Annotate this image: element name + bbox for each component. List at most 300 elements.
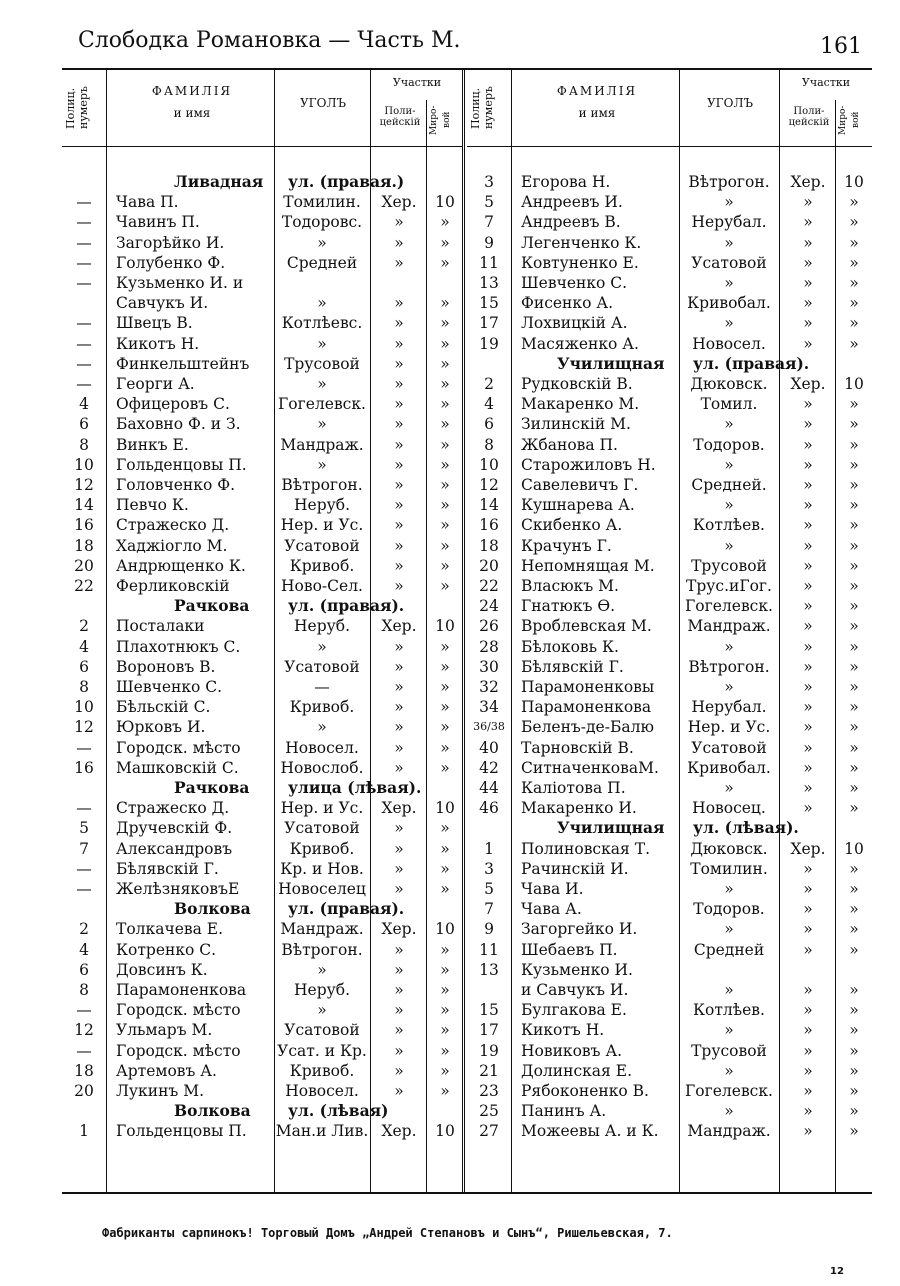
police-district: » bbox=[803, 233, 813, 252]
corner-street: Кривоб. bbox=[289, 839, 355, 858]
magistrate-district: » bbox=[440, 960, 450, 979]
magistrate-district: » bbox=[849, 1082, 859, 1100]
police-district: Хер. bbox=[381, 920, 417, 939]
police-district: » bbox=[394, 233, 404, 252]
house-number: 22 bbox=[479, 577, 499, 595]
police-district: » bbox=[803, 193, 813, 212]
house-number: 18 bbox=[479, 536, 499, 555]
magistrate-district: » bbox=[440, 233, 450, 252]
corner-street: Нерубал. bbox=[691, 213, 767, 232]
resident-name: Новиковъ А. bbox=[521, 1041, 623, 1060]
corner-street: Ново-Сел. bbox=[281, 577, 363, 595]
table-row bbox=[62, 253, 462, 273]
house-number: 13 bbox=[479, 960, 499, 979]
police-district: » bbox=[394, 213, 404, 232]
house-number: 30 bbox=[479, 657, 499, 676]
police-district: » bbox=[803, 1122, 813, 1141]
police-district: Хер. bbox=[381, 1122, 417, 1141]
magistrate-district: » bbox=[440, 758, 450, 777]
police-district: » bbox=[394, 476, 404, 494]
police-district: » bbox=[803, 435, 813, 454]
police-district: » bbox=[803, 799, 813, 818]
police-district: Хер. bbox=[790, 839, 826, 858]
header-name: ФАМИЛІЯ bbox=[151, 84, 233, 98]
corner-street: Вѣтрогон. bbox=[688, 173, 770, 191]
house-number: 17 bbox=[479, 1021, 499, 1040]
corner-street: Усатовой bbox=[284, 536, 360, 555]
police-district: Хер. bbox=[381, 193, 417, 212]
magistrate-district: » bbox=[440, 375, 450, 393]
magistrate-district: » bbox=[849, 233, 859, 252]
resident-name: Бѣльскій С. bbox=[116, 698, 211, 717]
house-number: 14 bbox=[74, 496, 94, 515]
house-number: 11 bbox=[479, 940, 499, 959]
header-num: Полиц. нумеръ bbox=[64, 86, 90, 130]
table-row bbox=[62, 414, 462, 434]
table-row bbox=[467, 414, 872, 434]
table-row bbox=[467, 1101, 872, 1121]
house-number: — bbox=[76, 334, 92, 353]
footer-advertisement: Фабриканты сарпинокъ! Торговый Домъ „Андрей Степановъ и Сынъ“, Ришельевская, 7. bbox=[102, 1226, 673, 1240]
table-row bbox=[62, 657, 462, 677]
police-district: » bbox=[394, 1021, 404, 1040]
house-number: — bbox=[76, 880, 92, 898]
magistrate-district: » bbox=[849, 920, 859, 939]
corner-street: » bbox=[724, 1102, 734, 1121]
magistrate-district: » bbox=[849, 253, 859, 272]
corner-street: » bbox=[724, 455, 734, 474]
resident-name: Рачинскій И. bbox=[521, 859, 629, 878]
resident-name: Кузьменко И. bbox=[521, 960, 633, 979]
resident-name: Баховно Ф. и З. bbox=[116, 415, 241, 434]
corner-street: » bbox=[724, 880, 734, 898]
corner-street: » bbox=[724, 779, 734, 797]
police-district: » bbox=[394, 718, 404, 737]
table-row bbox=[467, 212, 872, 232]
magistrate-district: » bbox=[849, 294, 859, 313]
magistrate-district: » bbox=[849, 577, 859, 595]
magistrate-district: 10 bbox=[435, 799, 455, 818]
house-number: — bbox=[76, 253, 92, 272]
corner-street: Вѣтрогон. bbox=[688, 657, 770, 676]
police-district: » bbox=[394, 556, 404, 575]
table-row bbox=[467, 374, 872, 394]
magistrate-district: » bbox=[849, 193, 859, 212]
police-district: Хер. bbox=[381, 617, 417, 636]
house-number: 10 bbox=[74, 698, 94, 717]
resident-name: Жбанова П. bbox=[521, 435, 618, 454]
magistrate-district: » bbox=[849, 657, 859, 676]
resident-name: Андреевъ И. bbox=[521, 193, 623, 212]
magistrate-district: » bbox=[440, 880, 450, 898]
magistrate-district: » bbox=[849, 274, 859, 292]
table-row bbox=[467, 455, 872, 475]
corner-street: Нерубал. bbox=[691, 698, 767, 717]
resident-name: Ульмаръ М. bbox=[116, 1021, 213, 1040]
table-row bbox=[62, 677, 462, 697]
corner-street: Кривоб. bbox=[289, 1061, 355, 1080]
house-number: 6 bbox=[79, 415, 89, 434]
table-row bbox=[62, 940, 462, 960]
corner-street: Новосел. bbox=[285, 738, 359, 757]
house-number: 21 bbox=[479, 1061, 499, 1080]
resident-name: Довсинъ К. bbox=[116, 960, 208, 979]
police-district: » bbox=[803, 718, 813, 737]
magistrate-district: » bbox=[440, 556, 450, 575]
house-number: 8 bbox=[484, 435, 494, 454]
house-number: — bbox=[76, 193, 92, 212]
street-heading bbox=[62, 1101, 462, 1121]
police-district: » bbox=[394, 1082, 404, 1100]
corner-street: Мандраж. bbox=[280, 920, 364, 939]
street-side: улица (лѣвая). bbox=[288, 778, 422, 797]
table-row bbox=[467, 778, 872, 798]
resident-name: Можеевы А. и К. bbox=[521, 1122, 659, 1141]
table-row bbox=[467, 960, 872, 980]
magistrate-district: » bbox=[440, 577, 450, 595]
corner-street: » bbox=[724, 415, 734, 434]
magistrate-district: » bbox=[849, 880, 859, 898]
police-district: » bbox=[803, 940, 813, 959]
police-district: » bbox=[394, 1001, 404, 1020]
house-number: 23 bbox=[479, 1082, 499, 1100]
corner-street: Неруб. bbox=[294, 496, 350, 515]
police-district: » bbox=[803, 1082, 813, 1100]
street-name: Ливадная bbox=[174, 172, 264, 191]
corner-street: » bbox=[724, 193, 734, 212]
resident-name: Панинъ А. bbox=[521, 1102, 607, 1121]
corner-street: » bbox=[724, 1021, 734, 1040]
police-district: » bbox=[803, 1102, 813, 1121]
corner-street: Томил. bbox=[700, 395, 758, 414]
police-district: » bbox=[803, 536, 813, 555]
corner-street: Кривоб. bbox=[289, 698, 355, 717]
table-row bbox=[467, 1000, 872, 1020]
corner-street: Гогелевск. bbox=[685, 1082, 773, 1100]
resident-name: Лохвицкій А. bbox=[521, 314, 628, 333]
magistrate-district: » bbox=[440, 698, 450, 717]
resident-name: Шевченко С. bbox=[521, 274, 628, 292]
table-row bbox=[467, 495, 872, 515]
table-row bbox=[62, 1041, 462, 1061]
header-corner: УГОЛЪ bbox=[299, 96, 346, 110]
house-number: — bbox=[76, 354, 92, 373]
corner-street: Усат. и Кр. bbox=[277, 1041, 367, 1060]
police-district: » bbox=[394, 960, 404, 979]
table-row bbox=[467, 334, 872, 354]
house-number: 1 bbox=[484, 839, 494, 858]
magistrate-district: » bbox=[849, 455, 859, 474]
resident-name: СитначенковаМ. bbox=[521, 758, 659, 777]
resident-name: Офицеровъ С. bbox=[116, 395, 230, 414]
table-row bbox=[62, 738, 462, 758]
police-district: » bbox=[803, 577, 813, 595]
resident-name: Загорѣйко И. bbox=[116, 233, 225, 252]
corner-street: Мандраж. bbox=[687, 1122, 771, 1141]
table-row bbox=[62, 879, 462, 899]
magistrate-district: » bbox=[849, 1061, 859, 1080]
house-number: 22 bbox=[74, 577, 94, 595]
resident-name: Гнатюкъ Ѳ. bbox=[521, 597, 616, 616]
resident-name: Плахотнюкъ С. bbox=[116, 637, 241, 656]
resident-name: Голубенко Ф. bbox=[116, 253, 226, 272]
corner-street: Трусовой bbox=[691, 1041, 767, 1060]
header-sections: Участки bbox=[392, 76, 442, 89]
magistrate-district: » bbox=[440, 981, 450, 999]
house-number: 6 bbox=[79, 960, 89, 979]
corner-street: Усатовой bbox=[284, 1021, 360, 1040]
corner-street: Трусовой bbox=[284, 354, 360, 373]
resident-name: Дручевскій Ф. bbox=[116, 819, 233, 838]
street-side: ул. (правая). bbox=[288, 596, 405, 616]
table-row bbox=[62, 313, 462, 333]
street-heading bbox=[62, 596, 462, 616]
house-number: 34 bbox=[479, 698, 499, 717]
corner-street: Усатовой bbox=[284, 657, 360, 676]
corner-street: Неруб. bbox=[294, 617, 350, 636]
corner-street: » bbox=[724, 536, 734, 555]
police-district: » bbox=[803, 1041, 813, 1060]
street-name: Рачкова bbox=[174, 596, 250, 616]
house-number: 17 bbox=[479, 314, 499, 333]
table-row bbox=[62, 495, 462, 515]
table-row bbox=[62, 1020, 462, 1040]
police-district: » bbox=[394, 455, 404, 474]
resident-name: Андрющенко К. bbox=[116, 556, 246, 575]
police-district: » bbox=[394, 516, 404, 535]
resident-name: Рудковскій В. bbox=[521, 375, 633, 393]
police-district: » bbox=[394, 698, 404, 717]
resident-name: Парамоненкова bbox=[116, 981, 247, 999]
house-number: 3 bbox=[484, 859, 494, 878]
table-row bbox=[467, 435, 872, 455]
magistrate-district: » bbox=[440, 253, 450, 272]
resident-name: Чава А. bbox=[521, 900, 582, 919]
table-row bbox=[62, 616, 462, 636]
resident-name: Тарновскій В. bbox=[521, 738, 634, 757]
table-row bbox=[467, 1041, 872, 1061]
magistrate-district: » bbox=[849, 981, 859, 999]
corner-street: Новосец. bbox=[692, 799, 766, 818]
police-district: » bbox=[803, 657, 813, 676]
corner-street: » bbox=[724, 314, 734, 333]
corner-street: » bbox=[724, 496, 734, 515]
house-number: 28 bbox=[479, 637, 499, 656]
magistrate-district: » bbox=[440, 940, 450, 959]
street-side: ул. (лѣвая) bbox=[288, 1101, 389, 1121]
header-name: ФАМИЛІЯ bbox=[556, 84, 638, 98]
resident-name: Беленъ-де-Балю bbox=[521, 718, 654, 737]
magistrate-district: » bbox=[849, 516, 859, 535]
magistrate-district: » bbox=[849, 395, 859, 414]
police-district: » bbox=[803, 779, 813, 797]
magistrate-district: » bbox=[440, 314, 450, 333]
table-row bbox=[62, 1081, 462, 1101]
house-number: 4 bbox=[79, 940, 89, 959]
corner-street: Котлѣев. bbox=[693, 1001, 765, 1020]
table-row bbox=[62, 455, 462, 475]
resident-name: Бѣлявскій Г. bbox=[116, 859, 219, 878]
house-number: 12 bbox=[74, 476, 94, 494]
corner-street: Трусовой bbox=[691, 556, 767, 575]
resident-name: Швецъ В. bbox=[116, 314, 193, 333]
police-district: » bbox=[803, 981, 813, 999]
corner-street: » bbox=[317, 334, 327, 353]
police-district: » bbox=[394, 657, 404, 676]
magistrate-district: » bbox=[849, 1102, 859, 1121]
house-number: 7 bbox=[484, 213, 494, 232]
corner-street: » bbox=[317, 294, 327, 313]
table-row bbox=[467, 839, 872, 859]
magistrate-district: » bbox=[849, 900, 859, 919]
resident-name: Артемовъ А. bbox=[116, 1061, 217, 1080]
house-number: — bbox=[76, 375, 92, 393]
police-district: » bbox=[803, 617, 813, 636]
resident-name: Полиновская Т. bbox=[521, 839, 650, 858]
corner-street: » bbox=[317, 637, 327, 656]
table-row bbox=[62, 859, 462, 879]
magistrate-district: 10 bbox=[844, 839, 864, 858]
magistrate-district: » bbox=[849, 213, 859, 232]
table-header-left bbox=[62, 70, 462, 147]
house-number: 20 bbox=[74, 1082, 94, 1100]
table-row bbox=[62, 1121, 462, 1141]
house-number: 6 bbox=[484, 415, 494, 434]
table-row bbox=[62, 556, 462, 576]
resident-name: Певчо К. bbox=[116, 496, 189, 515]
magistrate-district: » bbox=[440, 496, 450, 515]
police-district: » bbox=[394, 253, 404, 272]
resident-name: Городск. мѣсто bbox=[116, 1041, 241, 1060]
corner-street: Усатовой bbox=[691, 253, 767, 272]
corner-street: Новослоб. bbox=[280, 758, 364, 777]
magistrate-district: » bbox=[849, 1001, 859, 1020]
house-number: 18 bbox=[74, 1061, 94, 1080]
table-row bbox=[62, 233, 462, 253]
police-district: » bbox=[803, 496, 813, 515]
corner-street: Мандраж. bbox=[280, 435, 364, 454]
corner-street: Трус.иГог. bbox=[686, 577, 772, 595]
street-heading bbox=[467, 818, 872, 838]
house-number: 2 bbox=[79, 617, 89, 636]
table-row bbox=[467, 233, 872, 253]
house-number: 16 bbox=[74, 516, 94, 535]
magistrate-district: » bbox=[849, 334, 859, 353]
house-number: 7 bbox=[484, 900, 494, 919]
table-row bbox=[62, 818, 462, 838]
house-number: 10 bbox=[479, 455, 499, 474]
police-district: » bbox=[394, 637, 404, 656]
police-district: » bbox=[394, 395, 404, 414]
table-row bbox=[467, 293, 872, 313]
resident-name: Георги А. bbox=[116, 375, 195, 393]
magistrate-district: » bbox=[849, 556, 859, 575]
resident-name: Ферликовскій bbox=[116, 577, 230, 595]
corner-street: » bbox=[317, 1001, 327, 1020]
house-number: 11 bbox=[479, 253, 499, 272]
magistrate-district: » bbox=[849, 738, 859, 757]
table-row bbox=[467, 879, 872, 899]
table-row bbox=[62, 697, 462, 717]
house-number: 4 bbox=[484, 395, 494, 414]
house-number: 12 bbox=[479, 476, 499, 494]
house-number: 32 bbox=[479, 678, 499, 696]
house-number: 5 bbox=[484, 880, 494, 898]
table-row bbox=[62, 273, 462, 293]
table-row bbox=[467, 717, 872, 737]
magistrate-district: » bbox=[849, 314, 859, 333]
magistrate-district: » bbox=[849, 597, 859, 616]
house-number: — bbox=[76, 1001, 92, 1020]
resident-name: Вроблевская М. bbox=[521, 617, 652, 636]
house-number: — bbox=[76, 799, 92, 818]
police-district: » bbox=[803, 213, 813, 232]
street-side: ул. (правая). bbox=[693, 353, 810, 373]
police-district: » bbox=[394, 314, 404, 333]
police-district: » bbox=[803, 637, 813, 656]
house-number: 18 bbox=[74, 536, 94, 555]
house-number: 9 bbox=[484, 920, 494, 939]
police-district: » bbox=[803, 597, 813, 616]
magistrate-district: » bbox=[440, 516, 450, 535]
table-row bbox=[62, 435, 462, 455]
table-row bbox=[62, 717, 462, 737]
header-name-sub: и имя bbox=[173, 106, 211, 120]
corner-street: Усатовой bbox=[284, 819, 360, 838]
resident-name: Кикотъ Н. bbox=[116, 334, 200, 353]
header-corner: УГОЛЪ bbox=[706, 96, 753, 110]
house-number: — bbox=[76, 233, 92, 252]
resident-name: Городск. мѣсто bbox=[116, 738, 241, 757]
corner-street: Мандраж. bbox=[687, 617, 771, 636]
police-district: » bbox=[394, 981, 404, 999]
magistrate-district: » bbox=[849, 1041, 859, 1060]
magistrate-district: » bbox=[440, 819, 450, 838]
house-number: 5 bbox=[79, 819, 89, 838]
magistrate-district: » bbox=[440, 476, 450, 494]
house-number: — bbox=[76, 859, 92, 878]
resident-name: Кикотъ Н. bbox=[521, 1021, 605, 1040]
resident-name: Шебаевъ П. bbox=[521, 940, 618, 959]
house-number: — bbox=[76, 274, 92, 292]
police-district: » bbox=[803, 1001, 813, 1020]
house-number: 26 bbox=[479, 617, 499, 636]
corner-street: » bbox=[317, 455, 327, 474]
table-row bbox=[467, 859, 872, 879]
resident-name: Стражеско Д. bbox=[116, 799, 230, 818]
house-number: 12 bbox=[74, 1021, 94, 1040]
table-row bbox=[467, 394, 872, 414]
house-number: 19 bbox=[479, 1041, 499, 1060]
house-number: 9 bbox=[484, 233, 494, 252]
house-number: — bbox=[76, 1041, 92, 1060]
house-number: 42 bbox=[479, 758, 499, 777]
police-district: » bbox=[803, 334, 813, 353]
resident-name: Каліотова П. bbox=[521, 779, 626, 797]
corner-street: Кр. и Нов. bbox=[280, 859, 364, 878]
police-district: » bbox=[803, 758, 813, 777]
resident-name: Толкачева Е. bbox=[116, 920, 224, 939]
table-row bbox=[62, 919, 462, 939]
resident-name: Старожиловъ Н. bbox=[521, 455, 656, 474]
table-row bbox=[467, 172, 872, 192]
resident-name: Головченко Ф. bbox=[116, 476, 235, 494]
corner-street: Усатовой bbox=[691, 738, 767, 757]
house-number: 14 bbox=[479, 496, 499, 515]
house-number: 5 bbox=[484, 193, 494, 212]
street-name: Волкова bbox=[174, 1101, 251, 1121]
magistrate-district: » bbox=[440, 1041, 450, 1060]
